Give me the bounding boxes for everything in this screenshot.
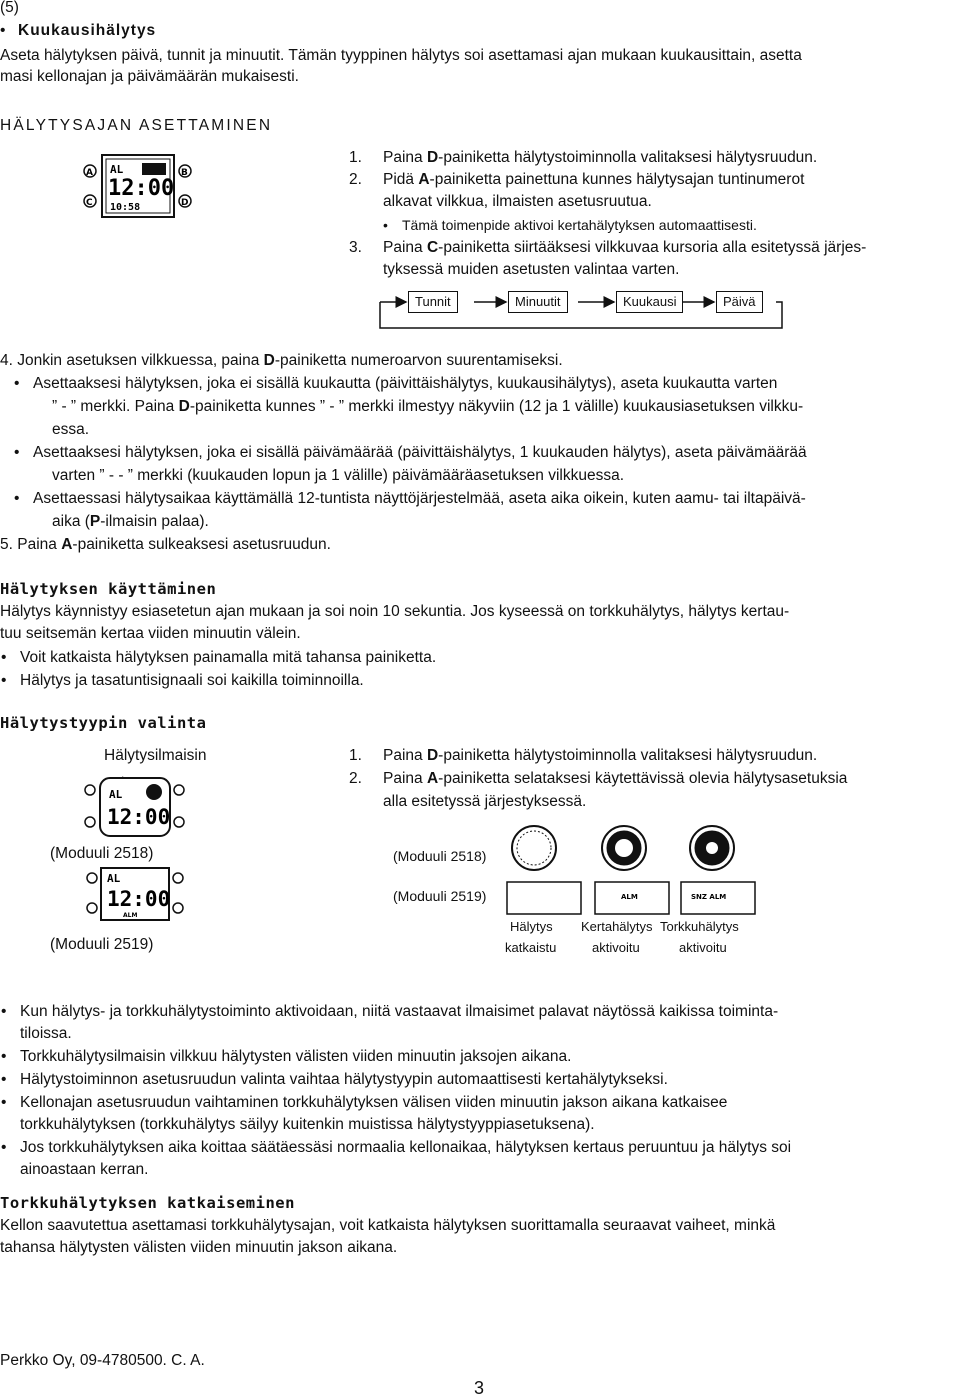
watch-setting-illustration [80, 153, 195, 221]
flow-step-minutes: Minuutit [508, 291, 568, 313]
type-heading: Hälytystyypin valinta [0, 714, 207, 732]
using-bullet-1: • Voit katkaista hälytyksen painamalla mitä tahansa painiketta. [20, 648, 436, 668]
watch-2519-illustration [85, 866, 185, 924]
snooze-stop-heading: Torkkuhälytyksen katkaiseminen [0, 1194, 295, 1212]
watch-2518-illustration [82, 776, 187, 838]
snooze-stop-line-2: tahansa hälytysten välisten viiden minuutin jakson aikana. [0, 1239, 398, 1256]
setting-step-2-line-2: alkavat vilkkua, ilmaisten asetusruutua. [383, 193, 652, 210]
setting-step-2-num: 2. [349, 171, 362, 188]
note-5-line-2: ainoastaan kerran. [20, 1161, 149, 1178]
cursor-order-diagram [378, 290, 784, 332]
state-one-time-line-1: Kertahälytys [581, 919, 653, 934]
watch-button-c: C [86, 198, 93, 208]
setting-step-1-num: 1. [349, 149, 362, 166]
note-2: • Torkkuhälytysilmaisin vilkkuu hälytysten välisten viiden minuutin jaksojen aikana. [20, 1047, 571, 1067]
watch-2519-top-label: AL [107, 872, 121, 885]
watch-2518-top-label: AL [109, 788, 123, 801]
note-4-line-2: torkkuhälytyksen (torkkuhälytys säilyy kuitenkin muistissa hälytystyyppiasetuksena). [20, 1116, 595, 1133]
state-off-line-2: katkaistu [505, 940, 557, 955]
watch-2519-time: 12:00 [107, 887, 171, 911]
setting-bullet-2-line-2: varten ” - - ” merkki (kuukauden lopun ja 1 välille) päivämääräasetuksen vilkkuessa. [52, 467, 625, 484]
setting-step-3: Paina C-painiketta siirtääksesi vilkkuvaa kursoria alla esitetyssä järjes- [383, 239, 867, 256]
setting-step-1: Paina D-painiketta hälytystoiminnolla valitaksesi hälytysruudun. [383, 149, 818, 166]
using-bullet-2: • Hälytys ja tasatuntisignaali soi kaikilla toiminnoilla. [20, 671, 364, 691]
watch-2518-time: 12:00 [107, 805, 171, 829]
state-snooze-line-1: Torkkuhälytys [660, 919, 739, 934]
type-step-2-line-2: alla esitetyssä järjestyksessä. [383, 793, 587, 810]
setting-bullet-3-line-2: aika (P-ilmaisin palaa). [52, 513, 209, 530]
watch-2519-alm: ALM [123, 912, 138, 919]
page-number: 3 [474, 1378, 485, 1398]
watch-top-label: AL [110, 163, 124, 176]
using-paragraph-line-1: Hälytys käynnistyy esiasetetun ajan mukaan ja soi noin 10 sekuntia. Jos kyseessä on torkkuhälytys, hälytys kertau- [0, 603, 790, 620]
note-3: • Hälytystoiminnon asetusruudun valinta vaihtaa hälytystyypin automaattisesti kertahälytykseksi. [20, 1070, 668, 1090]
setting-bullet-3-line-1: • Asettaessasi hälytysaikaa käyttämällä 12-tuntista näyttöjärjestelmää, aseta aika oikein, kuten aamu- tai iltapäivä- [33, 489, 806, 509]
type-step-1: Paina D-painiketta hälytystoiminnolla valitaksesi hälytysruudun. [383, 747, 818, 764]
setting-bullet-1-line-1: • Asettaaksesi hälytyksen, joka ei sisällä kuukautta (päivittäishälytys, kuukausihälytys), aseta kuukautta varten [33, 374, 777, 394]
state-off-line-1: Hälytys [510, 919, 553, 934]
module-2519-label: (Moduuli 2519) [50, 936, 154, 953]
state-one-time-line-2: aktivoitu [592, 940, 640, 955]
setting-bullet-2-line-1: • Asettaaksesi hälytyksen, joka ei sisällä päivämäärää (päivittäishälytys, 1 kuukauden hälytys), aseta päivämäärää [33, 443, 807, 463]
module-2518-label: (Moduuli 2518) [50, 845, 154, 862]
setting-step-2: Pidä A-painiketta painettuna kunnes hälytysajan tuntinumerot [383, 171, 805, 188]
note-5-line-1: • Jos torkkuhälytyksen aika koittaa säätäessäsi normaalia kellonaikaa, hälytyksen kertaus peruuntuu ja hälytys soi [20, 1138, 791, 1158]
section-number: (5) [0, 0, 19, 16]
footer-company: Perkko Oy, 09-4780500. C. A. [0, 1352, 205, 1369]
indicator-2519-row [505, 872, 760, 916]
right-module-2518-label: (Moduuli 2518) [393, 848, 487, 864]
indicator-2518-row [500, 822, 760, 874]
type-step-2-num: 2. [349, 770, 362, 787]
watch-time: 12:00 [108, 176, 175, 201]
setting-heading: HÄLYTYSAJAN ASETTAMINEN [0, 117, 273, 134]
note-1-line-1: • Kun hälytys- ja torkkuhälytystoiminto aktivoidaan, niitä vastaavat ilmaisimet palavat näytössä kaikissa toiminta- [20, 1002, 778, 1022]
note-1-line-2: tiloissa. [20, 1025, 72, 1042]
indicator-alm-label: ALM [621, 893, 638, 901]
using-paragraph-line-2: tuu seitsemän kertaa viiden minuutin välein. [0, 625, 301, 642]
setting-step-5: 5. Paina A-painiketta sulkeaksesi asetusruudun. [0, 536, 331, 553]
section-title: • Kuukausihälytys [0, 22, 157, 39]
setting-step-3-num: 3. [349, 239, 362, 256]
state-snooze-line-2: aktivoitu [679, 940, 727, 955]
setting-step-3-line-2: tyksessä muiden asetusten valintaa varten. [383, 261, 680, 278]
flow-step-day: Päivä [716, 291, 763, 313]
intro-line-2: masi kellonajan ja päivämäärän mukaisesti. [0, 68, 299, 85]
setting-bullet-1-line-3: essa. [52, 421, 90, 438]
flow-step-hours: Tunnit [408, 291, 458, 313]
note-4-line-1: • Kellonajan asetusruudun vaihtaminen torkkuhälytyksen välisen viiden minuutin jakson aikana katkaisee [20, 1093, 727, 1113]
setting-step-2-note: • Tämä toimenpide aktivoi kertahälytyksen automaattisesti. [402, 215, 757, 235]
indicator-label: Hälytysilmaisin [104, 747, 207, 764]
watch-button-d: D [181, 198, 189, 208]
watch-small-time: 10:58 [110, 202, 141, 213]
snooze-stop-line-1: Kellon saavutettua asettamasi torkkuhälytysajan, voit katkaista hälytyksen suorittamalla seuraavat vaiheet, minkä [0, 1217, 776, 1234]
right-module-2519-label: (Moduuli 2519) [393, 888, 487, 904]
setting-bullet-1-line-2: ” - ” merkki. Paina D-painiketta kunnes ” - ” merkki ilmestyy näkyviin (12 ja 1 välille) kuukausiasetuksen vilkku- [52, 398, 804, 415]
using-heading: Hälytyksen käyttäminen [0, 580, 217, 598]
intro-line-1: Aseta hälytyksen päivä, tunnit ja minuutit. Tämän tyyppinen hälytys soi asettamasi ajan mukaan kuukausittain, asetta [0, 47, 802, 64]
type-step-1-num: 1. [349, 747, 362, 764]
watch-button-b: B [181, 168, 188, 178]
flow-step-month: Kuukausi [616, 291, 683, 313]
indicator-snz-alm-label: SNZ ALM [691, 893, 727, 901]
watch-button-a: A [86, 168, 93, 178]
type-step-2: Paina A-painiketta selataksesi käytettävissä olevia hälytysasetuksia [383, 770, 848, 787]
setting-step-4: 4. Jonkin asetuksen vilkkuessa, paina D-painiketta numeroarvon suurentamiseksi. [0, 352, 563, 369]
